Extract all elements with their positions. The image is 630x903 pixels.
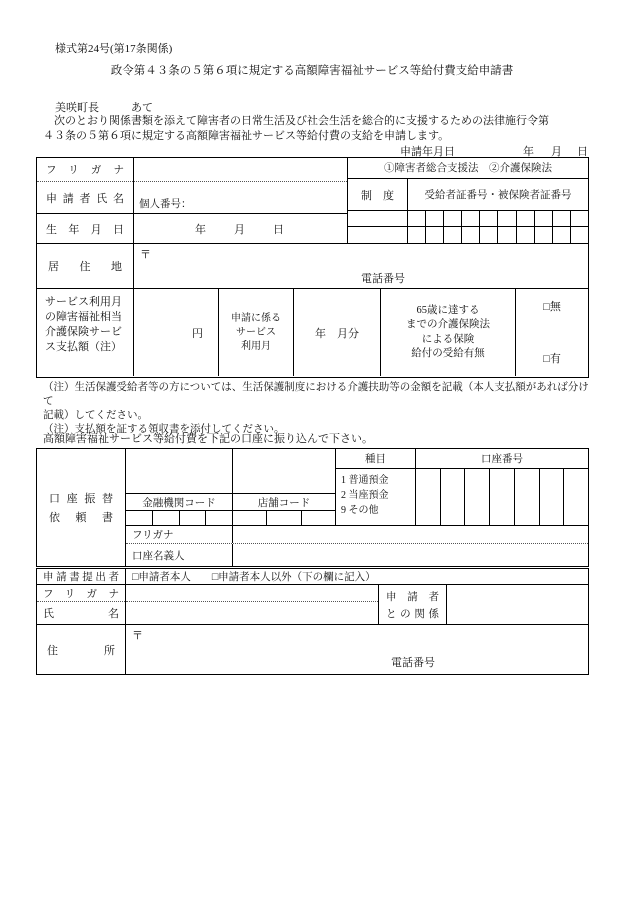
digit-cell [479, 227, 497, 243]
digit-cell [464, 469, 489, 525]
phone-label: 電話番号 [361, 273, 405, 285]
digit-cell [233, 511, 266, 525]
account-furigana-input-cell [233, 526, 588, 543]
note-1-line-2: 記載）してください。 [43, 410, 148, 421]
furigana-input-cell [134, 158, 347, 182]
postal-mark: 〒 [140, 249, 151, 261]
system-label-cell: 制 度 [348, 179, 408, 211]
service-month-label-cell: 申請に係る サービス 利用月 [219, 289, 294, 376]
digit-cell [205, 511, 232, 525]
date-day-unit: 日 [577, 146, 588, 158]
birthdate-label-cell: 生年月日 [37, 214, 134, 243]
statement-line-1: 次のとおり関係書類を添えて障害者の日常生活及び社会生活を総合的に支援するための法律施行令第 [54, 115, 549, 127]
personal-number-label: 個人番号： [139, 199, 192, 211]
digit-cell [570, 211, 588, 226]
account-holder-input-cell [233, 544, 588, 566]
law-options-cell: ①障害者総合支援法 ②介護保険法 [348, 158, 588, 179]
submitter-options-cell: □申請者本人 □申請者本人以外（下の欄に記入） [132, 572, 376, 583]
submitter-furigana-label-cell: フリガナ [37, 585, 125, 602]
digit-cell [479, 211, 497, 226]
form-title: 政令第４３条の５第６項に規定する高額障害福祉サービス等給付費支給申請書 [110, 65, 514, 77]
furigana-label-cell: フリガナ [37, 158, 133, 182]
account-transfer-table [36, 448, 589, 567]
payment-amount-input-cell: 円 [134, 289, 219, 376]
bank-name-input-cell [126, 449, 232, 494]
digit-cell [440, 469, 465, 525]
digit-cell [443, 227, 461, 243]
insurance-benefit-label-cell: 65歳に達する までの介護保険法 による保険 給付の受給有無 [381, 289, 516, 376]
addressee-suffix: あて [131, 102, 153, 114]
insurance-benefit-checkbox-cell [516, 289, 588, 376]
notes [43, 381, 592, 437]
submitter-name-input-cell [126, 585, 379, 624]
account-number-grid [416, 469, 588, 525]
submitter-table [36, 568, 589, 675]
branch-code-grid [233, 511, 335, 525]
birthdate-input-cell: 年 月 日 [195, 223, 286, 236]
digit-cell [301, 511, 335, 525]
residence-input-cell [134, 244, 588, 288]
digit-cell [534, 227, 552, 243]
digit-cell [497, 211, 515, 226]
digit-cell [416, 469, 440, 525]
digit-cell [152, 511, 179, 525]
digit-cell [408, 227, 425, 243]
relation-label-cell: 申請者 との関係 [379, 585, 447, 624]
application-statement [43, 114, 593, 144]
date-year-unit: 年 [523, 146, 534, 158]
applicant-table [36, 157, 589, 378]
digit-cell [461, 211, 479, 226]
application-date-line [0, 143, 588, 157]
statement-line-2: ４３条の５第６項に規定する高額障害福祉サービス等給付費の支給を申請します。 [43, 130, 450, 142]
digit-cell [552, 211, 570, 226]
digit-cell [534, 211, 552, 226]
digit-cell [552, 227, 570, 243]
submitter-address-label-cell: 住所 [37, 625, 126, 674]
digit-cell [497, 227, 515, 243]
digit-cell [425, 227, 443, 243]
date-month-unit: 月 [551, 146, 562, 158]
branch-name-input-cell [233, 449, 335, 494]
digit-cell [514, 469, 539, 525]
account-type-header: 種目 [336, 449, 415, 469]
certificate-number-label-cell: 受給者証番号・被保険者証番号 [424, 190, 572, 202]
digit-cell [443, 211, 461, 226]
system-input-cell-1 [348, 211, 408, 226]
relation-input-cell [447, 585, 588, 624]
account-holder-label: 口座名義人 [126, 544, 233, 566]
addressee-line [55, 99, 153, 115]
addressee: 美咲町長 [55, 102, 99, 114]
submitter-name-label-cell: 氏名 [43, 608, 119, 620]
checkbox-no: □無 [543, 301, 561, 313]
digit-cell [425, 211, 443, 226]
digit-cell [179, 511, 206, 525]
note-1-line-1: （注）生活保護受給者等の方については、生活保護制度における介護扶助等の金額を記載（本人支払額があれば分けて [43, 382, 589, 407]
bank-code-grid [126, 511, 232, 525]
payment-amount-label-cell: サービス利用月の障害福祉相当介護保険サービス支払額（注） [37, 289, 134, 376]
service-month-input-cell: 年 月分 [294, 289, 381, 376]
system-input-cell-2 [348, 227, 408, 243]
branch-code-label: 店舗コード [233, 494, 335, 511]
digit-cell [570, 227, 588, 243]
account-furigana-label: フリガナ [126, 526, 233, 543]
submitter-address-input-cell [126, 625, 588, 674]
note-2: （注）支払額を証する領収書を添付してください。 [43, 424, 285, 435]
transfer-instruction: 高額障害福祉サービス等給付費を下記の口座に振り込んで下さい。 [43, 433, 373, 445]
digit-cell [563, 469, 588, 525]
phone-label: 電話番号 [391, 657, 435, 669]
application-date-label: 申請年月日 [400, 146, 455, 158]
account-number-header: 口座番号 [416, 449, 588, 469]
digit-cell [516, 227, 534, 243]
digit-cell [126, 511, 152, 525]
certificate-digit-grid-1 [408, 211, 588, 226]
digit-cell [461, 227, 479, 243]
digit-cell [539, 469, 564, 525]
applicant-name-label-cell: 申請者氏名 [46, 192, 124, 205]
digit-cell [516, 211, 534, 226]
applicant-name-input-cell [134, 182, 347, 213]
digit-cell [489, 469, 514, 525]
postal-mark: 〒 [132, 630, 143, 642]
digit-cell [408, 211, 425, 226]
submitter-label-cell: 申請書提出者 [37, 569, 126, 584]
checkbox-yes: □有 [543, 353, 561, 365]
bank-code-label: 金融機関コード [126, 494, 232, 511]
account-transfer-title-cell: 口座振替 依頼書 [37, 449, 126, 566]
account-type-options: 1 普通預金 2 当座預金 9 その他 [341, 475, 389, 516]
form-number: 様式第24号(第17条関係) [55, 43, 173, 55]
digit-cell [266, 511, 300, 525]
residence-label-cell: 居住地 [37, 244, 134, 288]
certificate-digit-grid-2 [408, 227, 588, 243]
